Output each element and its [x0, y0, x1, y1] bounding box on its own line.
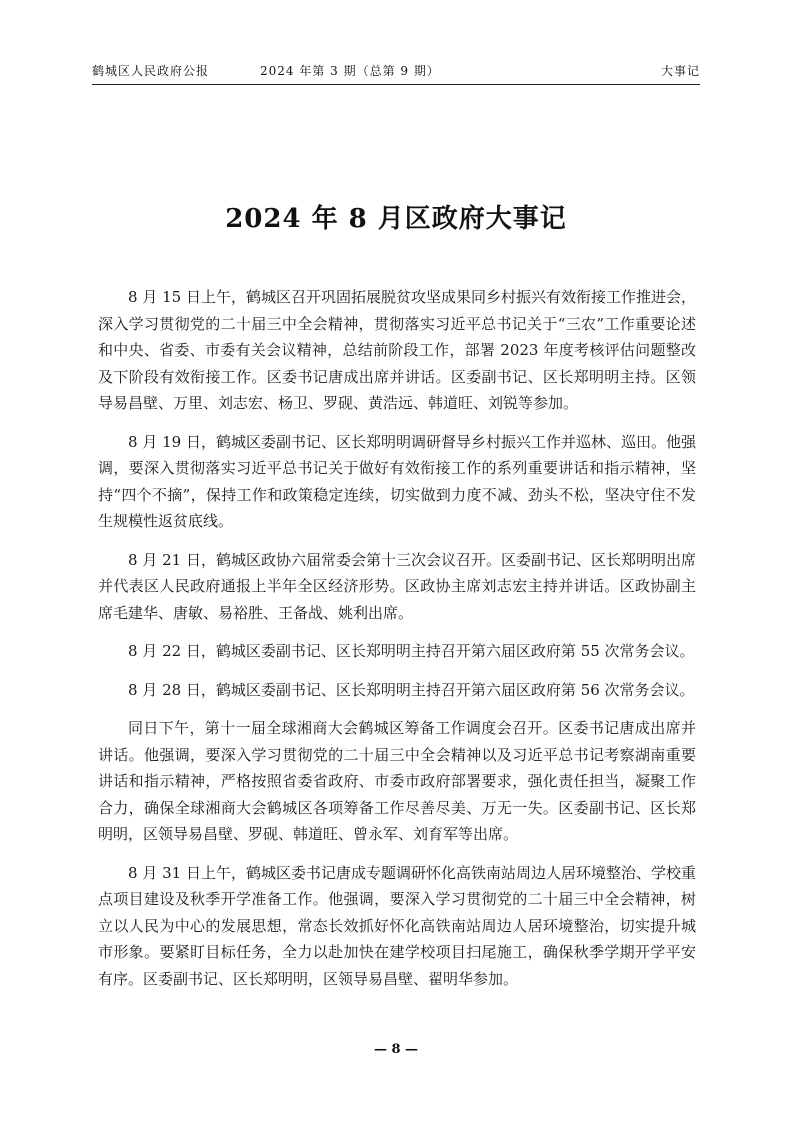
header-divider: [92, 84, 700, 85]
header-publication-name: 鹤城区人民政府公报: [92, 64, 210, 78]
paragraph: 8 月 19 日，鹤城区委副书记、区长郑明明调研督导乡村振兴工作并巡林、巡田。他强调，要深入贯彻落实习近平总书记关于做好有效衔接工作的系列重要讲话和指示精神，坚持“四个不摘”，保持工作和政策稳定连续，切实做到力度不减、劲头不松，坚决守住不发生规模性返贫底线。: [98, 432, 696, 530]
header-issue-number: 2024 年第 3 期（总第 9 期）: [260, 64, 440, 78]
paragraph: 8 月 28 日，鹤城区委副书记、区长郑明明主持召开第六届区政府第 56 次常务会议。: [128, 680, 695, 699]
paragraph: 8 月 15 日上午，鹤城区召开巩固拓展脱贫攻坚成果同乡村振兴有效衔接工作推进会，深入学习贯彻党的二十届三中全会精神，贯彻落实习近平总书记关于“三农”工作重要论述和中央、省委、市委有关会议精神，总结前阶段工作，部署 2023 年度考核评估问题整改及下阶段有效衔接工作。区委书记唐成出席并讲话。区委副书记、区长郑明明主持。区领导易昌壁、万里、刘志宏、杨卫、罗砚、黄浩远、韩道旺、刘锐等参加。: [98, 288, 696, 412]
paragraph: 8 月 21 日，鹤城区政协六届常委会第十三次会议召开。区委副书记、区长郑明明出席并代表区人民政府通报上半年全区经济形势。区政协主席刘志宏主持并讲话。区政协副主席毛建华、唐敏、易裕胜、王备战、姚利出席。: [98, 550, 696, 622]
page-title: 2024 年 8 月区政府大事记: [225, 204, 567, 234]
page-number: — 8 —: [373, 1042, 419, 1057]
paragraph: 8 月 22 日，鹤城区委副书记、区长郑明明主持召开第六届区政府第 55 次常务会议。: [128, 642, 695, 660]
paragraph: 8 月 31 日上午，鹤城区委书记唐成专题调研怀化高铁南站周边人居环境整治、学校重点项目建设及秋季开学准备工作。他强调，要深入学习贯彻党的二十届三中全会精神，树立以人民为中心的发展思想，常态长效抓好怀化高铁南站周边人居环境整治，切实提升城市形象。要紧盯目标任务，全力以赴加快在建学校项目扫尾施工，确保秋季学期开学平安有序。区委副书记、区长郑明明，区领导易昌壁、翟明华参加。: [98, 863, 696, 988]
paragraph: 同日下午，第十一届全球湘商大会鹤城区筹备工作调度会召开。区委书记唐成出席并讲话。他强调，要深入学习贯彻党的二十届三中全会精神以及习近平总书记考察湖南重要讲话和指示精神，严格按照省委省政府、市委市政府部署要求，强化责任担当，凝聚工作合力，确保全球湘商大会鹤城区各项筹备工作尽善尽美、万无一失。区委副书记、区长郑明明，区领导易昌壁、罗砚、韩道旺、曾永军、刘育军等出席。: [98, 719, 696, 843]
running-header: [92, 62, 700, 82]
header-section-name: 大事记: [660, 64, 700, 78]
article-body: [98, 284, 696, 1004]
